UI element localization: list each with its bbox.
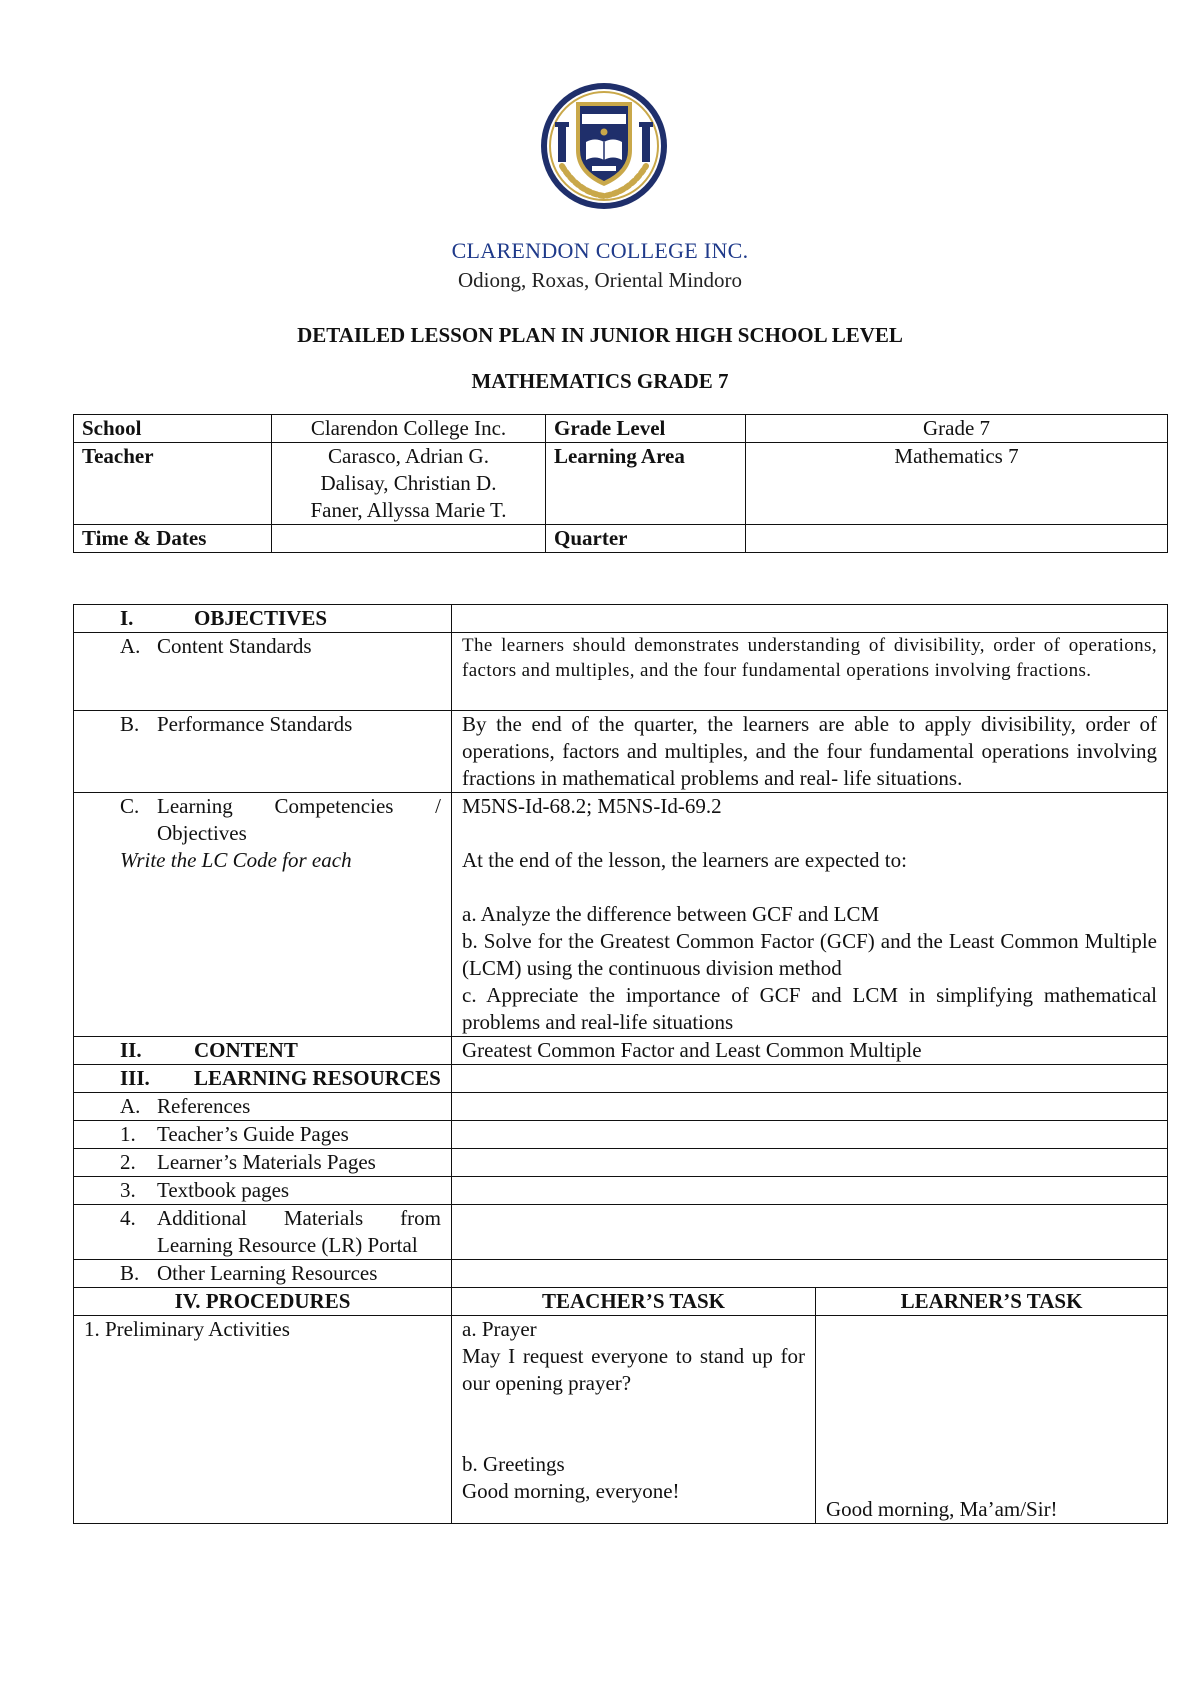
objective-item: a. Analyze the difference between GCF and LCM (462, 902, 880, 926)
teacher-name: Carasco, Adrian G. (328, 444, 489, 468)
table-row (74, 1177, 1168, 1205)
objectives-heading: I. OBJECTIVES (74, 605, 452, 633)
other-resources-label: B. Other Learning Resources (74, 1260, 452, 1288)
time-dates-label: Time & Dates (74, 525, 272, 553)
learning-area-value: Mathematics 7 (746, 443, 1168, 525)
other-resources-value (452, 1260, 1168, 1288)
learning-resources-heading: III. LEARNING RESOURCES (74, 1065, 452, 1093)
teachers-task-heading: TEACHER’S TASK (452, 1288, 816, 1316)
teachers-task-cell (452, 1316, 816, 1524)
competencies-label: C. Learning Competencies / Objectives Write the LC Code for each (74, 793, 452, 1037)
competencies-text (452, 793, 1168, 1037)
school-label: School (74, 415, 272, 443)
procedures-heading: IV. PROCEDURES (74, 1288, 452, 1316)
table-row (74, 1037, 1168, 1065)
lc-code: M5NS-Id-68.2; M5NS-Id-69.2 (462, 794, 722, 818)
learning-area-label: Learning Area (546, 443, 746, 525)
textbook-pages-value (452, 1177, 1168, 1205)
preliminary-activities-label: 1. Preliminary Activities (74, 1316, 452, 1524)
document-title: DETAILED LESSON PLAN IN JUNIOR HIGH SCHOOL LEVEL (297, 323, 903, 347)
time-dates-value (272, 525, 546, 553)
prayer-title: a. Prayer (462, 1317, 537, 1341)
learners-task-cell (816, 1316, 1168, 1524)
lesson-plan-table (73, 604, 1168, 1524)
learner-reply: Good morning, Ma’am/Sir! (826, 1497, 1058, 1521)
greetings-title: b. Greetings (462, 1452, 565, 1476)
table-row (74, 1065, 1168, 1093)
table-row (74, 711, 1168, 793)
objective-item: b. Solve for the Greatest Common Factor (GCF) and the Least Common Multiple (LCM) using the continuous division method (462, 929, 1157, 980)
quarter-label: Quarter (546, 525, 746, 553)
teachers-guide-label: 1. Teacher’s Guide Pages (74, 1121, 452, 1149)
teachers-guide-value (452, 1121, 1168, 1149)
document-subtitle: MATHEMATICS GRADE 7 (471, 369, 729, 393)
table-row (74, 1260, 1168, 1288)
school-address: Odiong, Roxas, Oriental Mindoro (457, 268, 743, 292)
lesson-info-table (73, 414, 1168, 553)
table-row (74, 605, 1168, 633)
performance-standards-text: By the end of the quarter, the learners are able to apply divisibility, order of operations, factors and multiples, and the four fundamental operations involving fractions in mathematical problems and real- life situations. (452, 711, 1168, 793)
school-value: Clarendon College Inc. (272, 415, 546, 443)
school-name: CLARENDON COLLEGE INC. (451, 238, 749, 263)
references-label: A. References (74, 1093, 452, 1121)
grade-level-label: Grade Level (546, 415, 746, 443)
content-standards-label: A. Content Standards (74, 633, 452, 711)
table-row (74, 1121, 1168, 1149)
objectives-value (452, 605, 1168, 633)
table-row (74, 793, 1168, 1037)
table-row (74, 1316, 1168, 1524)
quarter-value (746, 525, 1168, 553)
table-row (74, 443, 1168, 525)
textbook-pages-label: 3. Textbook pages (74, 1177, 452, 1205)
learners-task-heading: LEARNER’S TASK (816, 1288, 1168, 1316)
table-row (74, 415, 1168, 443)
objectives-intro: At the end of the lesson, the learners are expected to: (462, 848, 907, 872)
additional-materials-label: 4. Additional Materials from Learning Resource (LR) Portal (74, 1205, 452, 1260)
content-heading: II. CONTENT (74, 1037, 452, 1065)
table-row (74, 1205, 1168, 1260)
table-row (74, 1288, 1168, 1316)
lc-code-note: Write the LC Code for each (120, 848, 352, 872)
greetings-text: Good morning, everyone! (462, 1479, 680, 1503)
objective-item: c. Appreciate the importance of GCF and LCM in simplifying mathematical problems and real-life situations (462, 983, 1157, 1034)
table-row (74, 633, 1168, 711)
teacher-names (272, 443, 546, 525)
prayer-text: May I request everyone to stand up for our opening prayer? (462, 1344, 805, 1395)
learning-resources-value (452, 1065, 1168, 1093)
teacher-name: Dalisay, Christian D. (320, 471, 497, 495)
table-row (74, 525, 1168, 553)
teacher-name: Faner, Allyssa Marie T. (310, 498, 507, 522)
learners-materials-label: 2. Learner’s Materials Pages (74, 1149, 452, 1177)
references-value (452, 1093, 1168, 1121)
grade-level-value: Grade 7 (746, 415, 1168, 443)
performance-standards-label: B. Performance Standards (74, 711, 452, 793)
content-standards-text: The learners should demonstrates understanding of divisibility, order of operations, factors and multiples, and the four fundamental operations involving fractions. (452, 633, 1168, 711)
teacher-label: Teacher (74, 443, 272, 525)
learners-materials-value (452, 1149, 1168, 1177)
table-row (74, 1093, 1168, 1121)
content-value: Greatest Common Factor and Least Common Multiple (452, 1037, 1168, 1065)
table-row (74, 1149, 1168, 1177)
school-seal-icon (538, 80, 670, 212)
additional-materials-value (452, 1205, 1168, 1260)
